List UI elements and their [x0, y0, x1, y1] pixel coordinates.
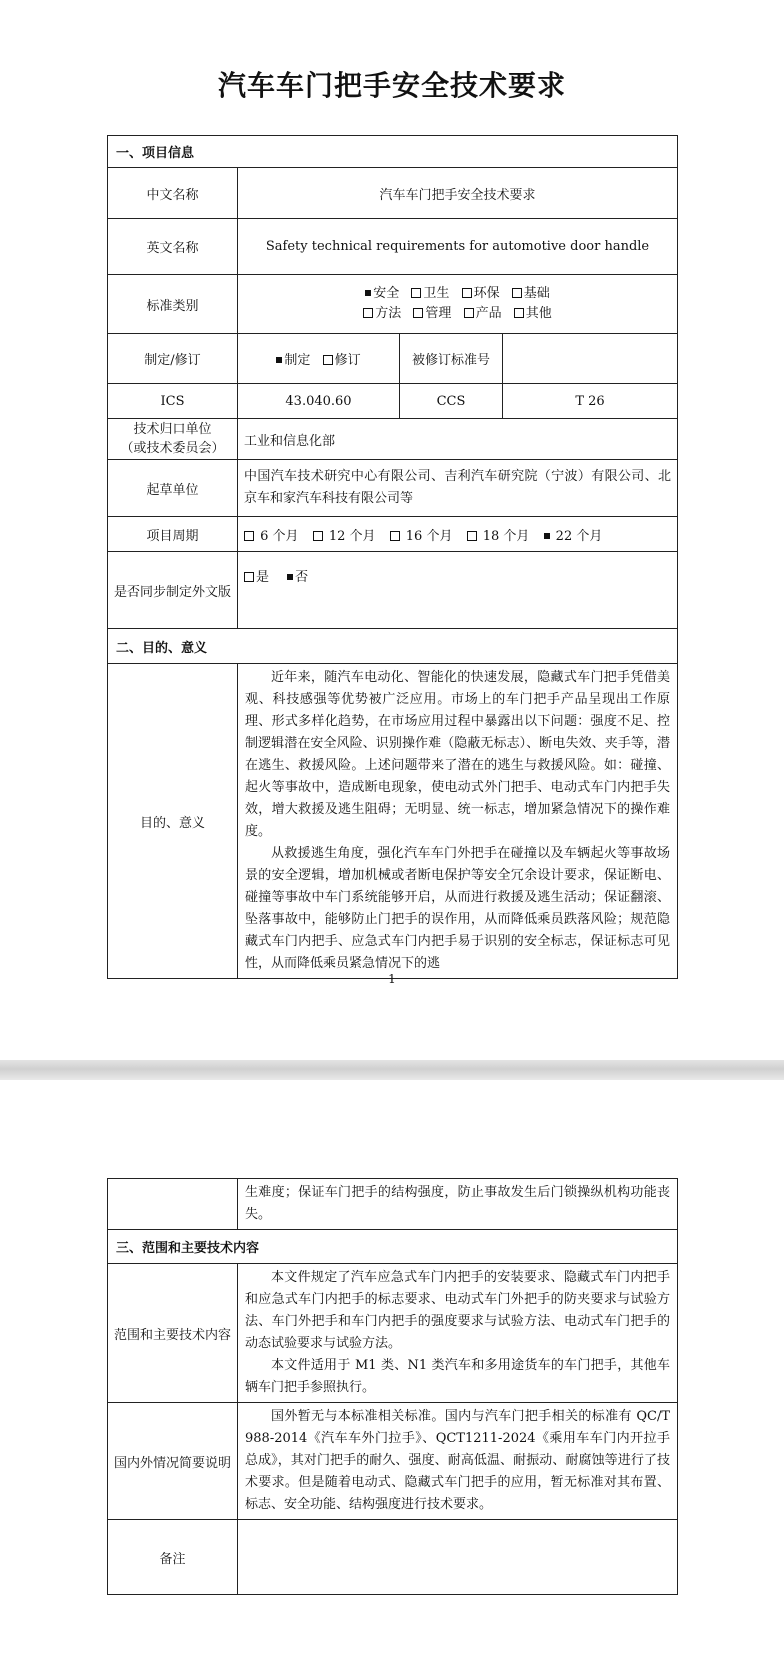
period-option[interactable]: 22 个月: [544, 525, 603, 544]
revise-option[interactable]: 修订: [323, 349, 361, 368]
drafter-row: [108, 460, 678, 517]
std-type-options: [238, 275, 678, 334]
checkbox-icon: [411, 288, 421, 298]
std-type-row: [108, 275, 678, 334]
en-name-value: Safety technical requirements for automotive door handle: [238, 219, 678, 275]
situation-text: [238, 1403, 678, 1520]
scope-table: [107, 1178, 678, 1595]
checkbox-icon: [467, 531, 477, 541]
page-number: 1: [388, 972, 396, 986]
situation-label: 国内外情况简要说明: [108, 1403, 238, 1520]
purpose-continued-row: [108, 1179, 678, 1230]
scope-label: 范围和主要技术内容: [108, 1264, 238, 1403]
purpose-paragraph-1: 近年来，随汽车电动化、智能化的快速发展，隐藏式车门把手凭借美观、科技感强等优势被广泛应用。市场上的车门把手产品呈现出工作原理、形式多样化趋势，在市场应用过程中暴露出以下问题：强度不足、控制逻辑潜在安全风险、识别操作难（隐蔽无标志）、断电失效、夹手等，潜在逃生、救援风险。上述问题带来了潜在的逃生与救援风险。如：碰撞、起火等事故中，造成断电现象，使电动式外门把手、电动式车门内把手失效，增大救援及逃生阻碍；无明显、统一标志，增加紧急情况下的操作难度。: [245, 670, 671, 839]
scope-paragraph-1: 本文件规定了汽车应急式车门内把手的安装要求、隐藏式车门内把手和应急式车门内把手的标志要求、电动式车门外把手的防夹要求与试验方法、车门外把手和车门内把手的强度要求与试验方法、电动式车门把手的动态试验要求与试验方法。: [245, 1270, 670, 1351]
checkbox-icon: [313, 531, 323, 541]
revised-std-label: 被修订标准号: [400, 334, 503, 384]
purpose-text: [238, 664, 678, 979]
revise-label: 制定/修订: [108, 334, 238, 384]
period-option[interactable]: 6 个月: [244, 525, 299, 544]
en-name-label: 英文名称: [108, 219, 238, 275]
period-row: [108, 517, 678, 552]
checkbox-icon: [390, 531, 400, 541]
std-type-option[interactable]: 卫生: [411, 284, 449, 304]
std-type-option[interactable]: 环保: [462, 284, 500, 304]
revised-std-value: [503, 334, 678, 384]
checkbox-icon: [514, 308, 524, 318]
scope-row: [108, 1264, 678, 1403]
foreign-option[interactable]: 是: [244, 566, 269, 585]
section-3-heading: 三、范围和主要技术内容: [108, 1230, 678, 1264]
checkbox-icon: [464, 308, 474, 318]
checked-box-icon: [365, 290, 371, 296]
foreign-label: 是否同步制定外文版: [108, 552, 238, 629]
page-separator: [0, 1060, 784, 1080]
en-name-row: [108, 219, 678, 275]
purpose-row: [108, 664, 678, 979]
revise-row: [108, 334, 678, 384]
tech-unit-label: 技术归口单位 （或技术委员会）: [108, 419, 238, 460]
foreign-option[interactable]: 否: [287, 566, 308, 585]
ccs-value: T 26: [503, 384, 678, 419]
document-title: 汽车车门把手安全技术要求: [217, 69, 566, 102]
period-option[interactable]: 12 个月: [313, 525, 376, 544]
std-type-option[interactable]: 产品: [464, 304, 502, 324]
situation-row: [108, 1403, 678, 1520]
cn-name-row: [108, 168, 678, 219]
remark-row: [108, 1520, 678, 1595]
ics-row: [108, 384, 678, 419]
revise-option[interactable]: 制定: [276, 349, 310, 368]
purpose-label: 目的、意义: [108, 664, 238, 979]
drafter-label: 起草单位: [108, 460, 238, 517]
checkbox-icon: [244, 572, 254, 582]
document-page-2: [0, 1080, 784, 1654]
drafter-value: 中国汽车技术研究中心有限公司、吉利汽车研究院（宁波）有限公司、北京车和家汽车科技有限公司等: [238, 460, 678, 517]
purpose-continued-label: [108, 1179, 238, 1230]
ics-value: 43.040.60: [238, 384, 400, 419]
scope-text: [238, 1264, 678, 1403]
section-1-row: [108, 136, 678, 168]
remark-label: 备注: [108, 1520, 238, 1595]
foreign-row: [108, 552, 678, 629]
std-type-option[interactable]: 安全: [365, 284, 399, 304]
std-type-option[interactable]: 管理: [413, 304, 451, 324]
checkbox-icon: [512, 288, 522, 298]
period-option[interactable]: 18 个月: [467, 525, 530, 544]
foreign-options: [238, 552, 678, 629]
cn-name-value: 汽车车门把手安全技术要求: [238, 168, 678, 219]
ccs-label: CCS: [400, 384, 503, 419]
period-label: 项目周期: [108, 517, 238, 552]
checkbox-icon: [363, 308, 373, 318]
ics-label: ICS: [108, 384, 238, 419]
checkbox-icon: [413, 308, 423, 318]
purpose-continued-text: 生难度；保证车门把手的结构强度，防止事故发生后门锁操纵机构功能丧失。: [238, 1179, 678, 1230]
project-info-table: [107, 135, 678, 979]
purpose-paragraph-2: 从救援逃生角度，强化汽车车门外把手在碰撞以及车辆起火等事故场景的安全逻辑，增加机械或者断电保护等安全冗余设计要求，保证断电、碰撞等事故中车门系统能够开启，从而进行救援及逃生活动；保证翻滚、坠落事故中，能够防止门把手的误作用，从而降低乘员跌落风险；规范隐藏式车门内把手、应急式车门内把手易于识别的安全标志，保证标志可见性，从而降低乘员紧急情况下的逃: [245, 846, 671, 971]
section-3-row: [108, 1230, 678, 1264]
checkbox-icon: [323, 355, 333, 365]
section-2-row: [108, 629, 678, 664]
section-1-heading: 一、项目信息: [108, 136, 678, 168]
situation-paragraph-1: 国外暂无与本标准相关标准。国内与汽车门把手相关的标准有 QC/T 988-2014《汽车车外门拉手》、QCT1211-2024《乘用车车门内开拉手总成》，其对门把手的耐久、强度、耐高低温、耐振动、耐腐蚀等进行了技术要求。但是随着电动式、隐藏式车门把手的应用，暂无标准对其布置、标志、安全功能、结构强度进行技术要求。: [245, 1409, 670, 1512]
checked-box-icon: [544, 533, 550, 539]
checked-box-icon: [276, 357, 282, 363]
checkbox-icon: [462, 288, 472, 298]
std-type-option[interactable]: 基础: [512, 284, 550, 304]
checked-box-icon: [287, 574, 293, 580]
checkbox-icon: [244, 531, 254, 541]
cn-name-label: 中文名称: [108, 168, 238, 219]
remark-value: [238, 1520, 678, 1595]
std-type-label: 标准类别: [108, 275, 238, 334]
std-type-option[interactable]: 其他: [514, 304, 552, 324]
tech-unit-row: [108, 419, 678, 460]
period-option[interactable]: 16 个月: [390, 525, 453, 544]
scope-paragraph-2: 本文件适用于 M1 类、N1 类汽车和多用途货车的车门把手，其他车辆车门把手参照执行。: [245, 1358, 670, 1395]
std-type-option[interactable]: 方法: [363, 304, 401, 324]
tech-unit-value: 工业和信息化部: [238, 419, 678, 460]
period-options: [238, 517, 678, 552]
section-2-heading: 二、目的、意义: [108, 629, 678, 664]
revise-options: [238, 334, 400, 384]
